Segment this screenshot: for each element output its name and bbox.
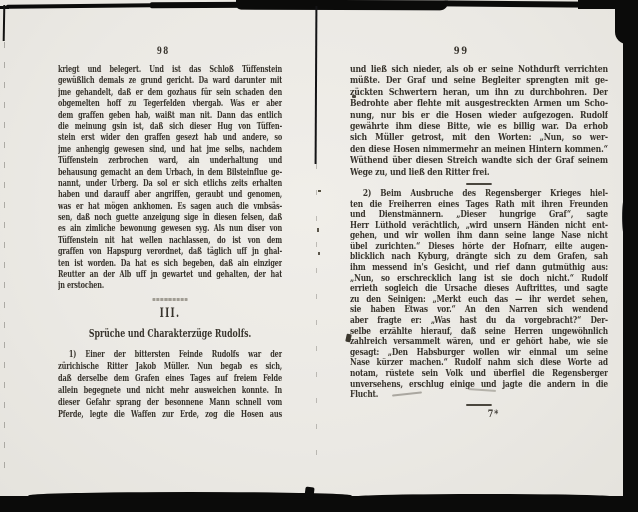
text-line: ten die Freiherren eines Tages Rath mit ihren Freunden bbox=[350, 199, 608, 210]
left-page-paragraph-1 bbox=[58, 64, 282, 292]
left-page bbox=[58, 44, 282, 421]
text-line: gesagt: „Den Habsburger wollen wir einmal um seine bbox=[350, 347, 608, 358]
text-line: dem graffen geben hab, waißt man nit. Dann das entlich bbox=[58, 109, 283, 121]
scan-edge-right bbox=[623, 0, 638, 512]
text-line: stein erst wider den graffen gesezt hab und andere, so bbox=[58, 132, 283, 144]
section-title-heading: Sprüche und Charakterzüge Rudolfs. bbox=[88, 325, 252, 340]
text-line: müßte. Der Graf und seine Begleiter sprengten mit ge- bbox=[350, 75, 608, 87]
right-page bbox=[350, 44, 608, 421]
text-line: übel zurichten.“ Dieses hörte der Hofnarr, eilte augen- bbox=[350, 241, 608, 252]
text-line: Tüffenstein nit hat wellen nachlassen, do ist von dem bbox=[58, 234, 283, 246]
text-line: daß derselbe dem Grafen eines Tages auf freiem Felde bbox=[58, 372, 283, 384]
text-line: ten ist worden. Da hat es sich begeben, daß ain einziger bbox=[58, 257, 283, 269]
text-line: zückten Schwertern heran, um ihn zu durchbohren. Der bbox=[350, 86, 608, 98]
text-line: blicklich nach Kyburg, drängte sich zu dem Grafen, sah bbox=[350, 252, 608, 263]
text-line: zu den Seinigen: „Merkt euch das — ihr werdet sehen, bbox=[350, 294, 608, 305]
text-line: nung, nur bis er die Hosen wieder aufgezogen. Rudolf bbox=[350, 109, 608, 121]
scan-speck bbox=[317, 228, 319, 232]
text-line: ihm messend in's Gesicht, und rief dann gutmüthig aus: bbox=[350, 263, 608, 274]
text-line: und Dienstmännern. „Dieser hungrige Graf“, sagte bbox=[350, 210, 608, 221]
text-line: zahlreich versammelt wären, und er gehört habe, wie sie bbox=[350, 337, 608, 348]
text-line: zürichische Ritter Jakob Müller. Nun begab es sich, bbox=[58, 360, 283, 372]
scan-edge-right bbox=[623, 330, 626, 356]
right-page-paragraph-1 bbox=[350, 64, 608, 178]
text-line: aber fragte er: „Was hast du da vorgebracht?“ Der- bbox=[350, 316, 608, 327]
anecdote-divider-rule bbox=[466, 183, 492, 185]
text-line: notam, rüstete sein Volk und überfiel die Regensberger bbox=[350, 369, 608, 379]
text-line: den diese Hosen nimmermehr an meinen Hintern kommen.“ bbox=[350, 143, 608, 155]
scan-edge-left bbox=[3, 5, 6, 41]
text-line: nannt, under Urberg. Da sol er sich etlichs zeits erhalten bbox=[58, 177, 283, 189]
text-line: Pferde, legte die Waffen zur Erde, zog die Hosen aus bbox=[58, 408, 283, 420]
text-line: Herr Lüthold verächtlich, „wird unsern Händen nicht ent- bbox=[350, 220, 608, 231]
text-line: Tüffenstein zerbrochen ward, ain underhaltung und bbox=[58, 155, 283, 167]
scan-edge-bottom bbox=[356, 494, 612, 499]
scan-edge-bottom bbox=[304, 486, 314, 498]
page-gutter-line bbox=[315, 6, 318, 164]
text-line: und ließ sich nieder, als ob er seine Nothdurft verrichten bbox=[350, 64, 608, 75]
text-line: Nase kürzer machen.“ Rudolf nahm sich diese Worte ad bbox=[350, 358, 608, 369]
scan-edge-top bbox=[6, 3, 156, 9]
scan-edge-right bbox=[622, 200, 626, 234]
text-line: sie haben Etwas vor.“ An den Narren sich wendend bbox=[350, 305, 608, 316]
page-gutter-line bbox=[316, 164, 317, 456]
section-number-heading: III. bbox=[159, 305, 181, 321]
scan-edge-top bbox=[443, 0, 585, 7]
text-line: jme gehandelt, daß er dem gozhaus für sein schaden den bbox=[58, 86, 283, 98]
text-line: sen, daß noch guette anzeigung sige in diesen felsen, daß bbox=[58, 212, 283, 224]
text-line: die meinung gsin ist, daß sich dieser Hug von Tüffen- bbox=[58, 120, 283, 132]
text-line: unversehens, erschlug einige und jagte die andern in die bbox=[350, 379, 608, 390]
scan-speck bbox=[318, 190, 321, 192]
text-line: 1) Einer der bittersten Feinde Rudolfs war der bbox=[68, 348, 283, 360]
scan-edge-right bbox=[615, 0, 638, 44]
section-divider-ornament bbox=[152, 298, 187, 301]
text-line: „Nun, so erschrecklich lang ist sie doch nicht.“ Rudolf bbox=[350, 273, 608, 284]
signature-mark: 7* bbox=[487, 408, 500, 420]
text-line: Flucht. bbox=[350, 390, 379, 401]
text-line: gewährte ihm diese Bitte, wie es billig war. Da erhob bbox=[350, 120, 608, 132]
text-line: graffen von Hapspurg verordnet, daß täglich uff jn ghal- bbox=[58, 246, 283, 258]
text-line: was er hat mögen ankhomen. Es sagen auch die vmbsäs- bbox=[58, 200, 283, 212]
text-line: Wüthend über diesen Streich wandte sich der Graf seinem bbox=[350, 155, 608, 167]
footer-divider-rule bbox=[466, 404, 492, 406]
text-line: Wege zu, und ließ den Ritter frei. bbox=[350, 166, 490, 178]
text-line: 2) Beim Ausbruche des Regensberger Krieges hiel- bbox=[362, 188, 608, 199]
right-page-paragraph-2 bbox=[350, 189, 608, 401]
right-page-number: 99 bbox=[453, 45, 469, 57]
scan-edge-left bbox=[4, 42, 5, 482]
text-line: jme anhengig gewesen sind, und hat jme selbs, nachdem bbox=[58, 143, 283, 155]
text-line: kriegt und belegert. Und ist das Schloß Tüffenstein bbox=[58, 64, 283, 75]
text-line: es ain zimliche bewonung gewesen syg. Als nun diser von bbox=[58, 223, 283, 235]
text-line: allein begegnete und nicht mehr ausweichen konnte. In bbox=[58, 384, 283, 396]
text-line: gehen, und wir wollen ihm dann seine lange Nase nicht bbox=[350, 231, 608, 242]
text-line: jn erstochen. bbox=[58, 280, 105, 292]
text-line: selbe erzählte hierauf, daß seine Herren ungewöhnlich bbox=[350, 326, 608, 337]
text-line: errieth sogleich die Ursache dieses Auftrittes, und sagte bbox=[350, 284, 608, 295]
text-line: dieser Gefahr sprang der besonnene Mann schnell vom bbox=[58, 396, 283, 408]
scan-edge-top bbox=[236, 0, 448, 10]
text-line: obgemelten hoff zu Tegerfelden vbergab. Was er aber bbox=[58, 98, 283, 110]
left-page-number: 98 bbox=[156, 45, 170, 57]
text-line: Bedrohte aber flehte mit ausgestreckten Armen um Scho- bbox=[350, 98, 608, 110]
text-line: sich Müller getrost, mit den Worten: „Nun, so wer- bbox=[350, 132, 608, 144]
text-line: haben und darauff aber angriffen, geraubt und genomen, bbox=[58, 189, 283, 201]
scan-speck bbox=[318, 252, 320, 255]
scan-edge-bottom bbox=[28, 492, 352, 499]
left-page-paragraph-2 bbox=[58, 349, 282, 421]
text-line: Reutter an der Alb uff jn gewartet und gehalten, der hat bbox=[58, 269, 283, 281]
text-line: gewüßlich demals ze grund gericht. Da ward darunter mit bbox=[58, 75, 283, 87]
text-line: behausung gemacht an dem Urbach, in dem Bilsteinflue ge- bbox=[58, 166, 283, 178]
